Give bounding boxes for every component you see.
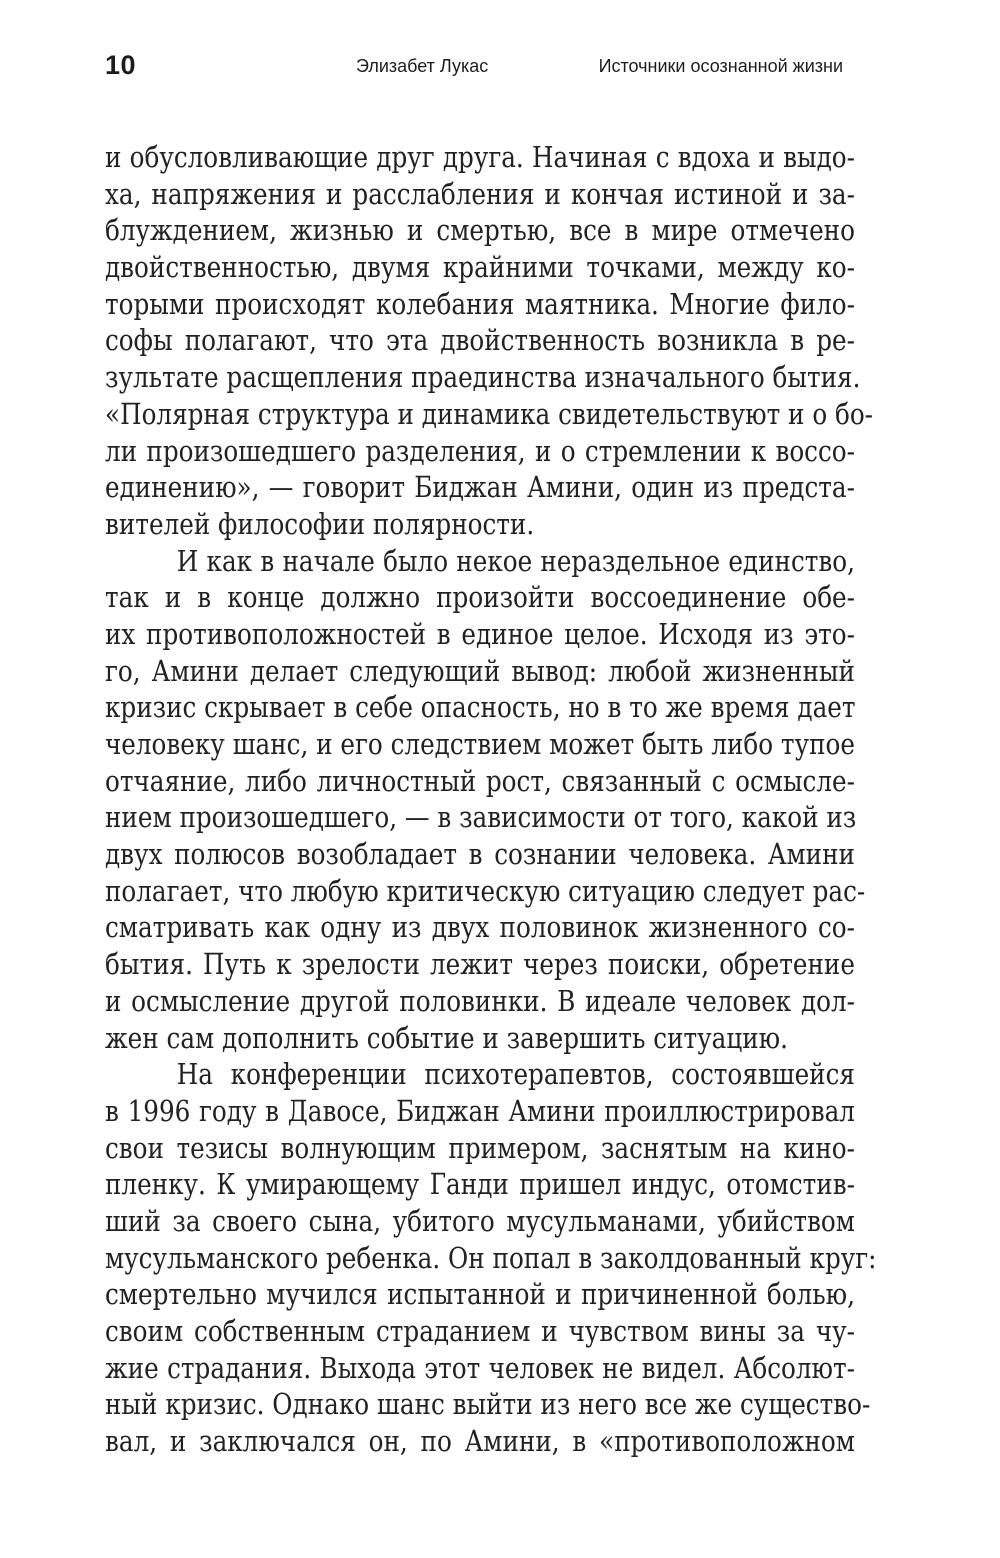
text-line: вителей философии полярности. xyxy=(105,507,535,541)
text-line: свои тезисы волнующим примером, заснятым на кино- xyxy=(105,1131,855,1165)
text-line: «Полярная структура и динамика свидетельствуют и о бо- xyxy=(105,397,874,431)
text-line: нием произошедшего, — в зависимости от того, какой из xyxy=(105,801,857,835)
text-line: ли произошедшего разделения, и о стремлении к воссо- xyxy=(105,434,855,468)
text-line: го, Амини делает следующий вывод: любой жизненный xyxy=(105,654,855,688)
text-line: зультате расщепления праединства изначального бытия. xyxy=(105,361,861,395)
text-line: ный кризис. Однако шанс выйти из него все же существо- xyxy=(105,1388,871,1422)
text-line: ха, напряжения и расслабления и кончая истиной и за- xyxy=(105,177,855,211)
text-line: своим собственным страданием и чувством вины за чу- xyxy=(105,1315,855,1348)
text-line: и осмысление другой половинки. В идеале человек дол- xyxy=(105,984,855,1018)
text-line: пленку. К умирающему Ганди пришел индус, отомстив- xyxy=(105,1168,855,1202)
text-line: бытия. Путь к зрелости лежит через поиски, обретение xyxy=(105,948,855,982)
text-line: отчаяние, либо личностный рост, связанный с осмысле- xyxy=(105,764,855,798)
running-book-title: Источники осознанной жизни xyxy=(598,56,843,76)
text-line: человеку шанс, и его следствием может быть либо тупое xyxy=(105,728,855,761)
running-author: Элизабет Лукас xyxy=(356,56,489,76)
page-number: 10 xyxy=(105,50,137,80)
text-line: двух полюсов возобладает в сознании человека. Амини xyxy=(105,838,855,872)
text-line: и обусловливающие друг друга. Начиная с вдоха и выдо- xyxy=(105,141,855,174)
text-line: блуждением, жизнью и смертью, все в мире отмечено xyxy=(105,214,855,248)
text-line: мусульманского ребенка. Он попал в заколдованный круг: xyxy=(105,1241,877,1275)
body-text xyxy=(105,140,877,1461)
text-line: вал, и заключался он, по Амини, в «противоположном xyxy=(105,1425,855,1459)
text-line: софы полагают, что эта двойственность возникла в ре- xyxy=(105,324,855,358)
text-line: И как в начале было некое нераздельное единство, xyxy=(176,544,855,578)
text-line: так и в конце должно произойти воссоединение обе- xyxy=(105,581,855,615)
text-line: На конференции психотерапевтов, состоявшейся xyxy=(176,1058,855,1092)
text-line: торыми происходят колебания маятника. Многие фило- xyxy=(105,287,855,321)
text-line: сматривать как одну из двух половинок жизненного со- xyxy=(105,911,855,945)
text-line: жие страдания. Выхода этот человек не видел. Абсолют- xyxy=(105,1351,855,1385)
text-line: двойственностью, двумя крайними точками, между ко- xyxy=(105,251,855,285)
text-line: полагает, что любую критическую ситуацию следует рас- xyxy=(105,874,866,908)
text-line: кризис скрывает в себе опасность, но в то же время дает xyxy=(105,691,856,725)
text-line: их противоположностей в единое целое. Исходя из это- xyxy=(105,617,855,651)
text-line: ший за своего сына, убитого мусульманами, убийством xyxy=(105,1204,855,1238)
running-header xyxy=(105,46,843,86)
text-line: жен сам дополнить событие и завершить ситуацию. xyxy=(105,1021,788,1055)
text-line: смертельно мучился испытанной и причиненной болью, xyxy=(105,1278,855,1312)
text-line: единению», — говорит Биджан Амини, один из предста- xyxy=(105,471,855,505)
text-line: в 1996 году в Давосе, Биджан Амини проиллюстрировал xyxy=(105,1094,855,1128)
